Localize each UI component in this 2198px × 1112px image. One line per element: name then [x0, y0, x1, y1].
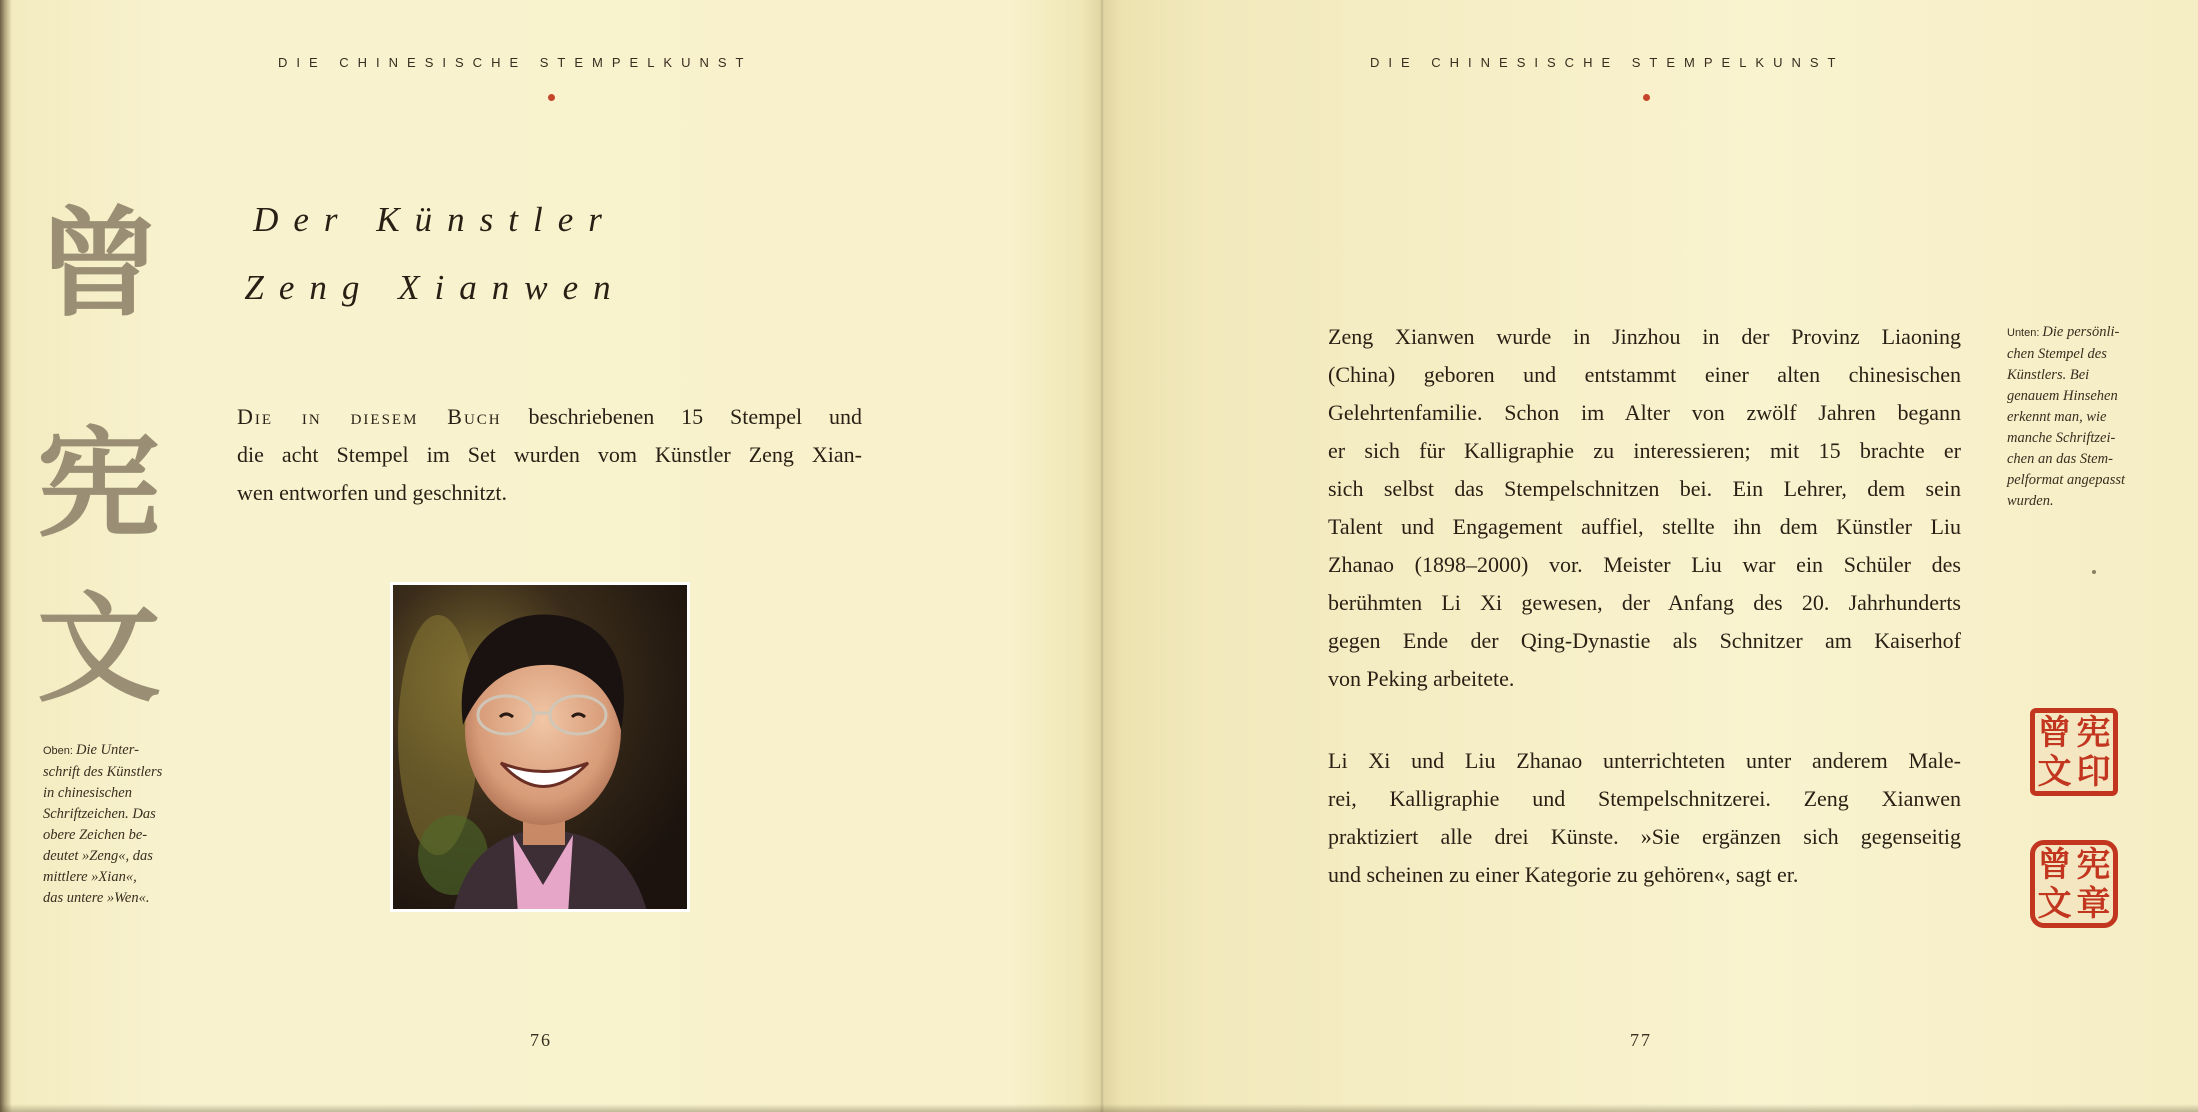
caption-label: Unten:: [2007, 327, 2040, 339]
intro-line: beschriebenen 15 Stempel und: [528, 404, 862, 429]
caption-line: Künstlers. Bei: [2007, 367, 2090, 383]
artist-portrait-photo: [390, 582, 690, 912]
calligraphy-xian: 宪: [37, 414, 161, 553]
bio-line: und scheinen zu einer Kategorie zu gehören«, sagt er.: [1328, 862, 1799, 887]
bio-line: Li Xi und Liu Zhanao unterrichteten unter anderem Male-: [1328, 748, 1961, 773]
artist-seal-2: [2030, 840, 2118, 928]
paper-speck: [2092, 570, 2096, 574]
book-spine: [1082, 0, 1122, 1112]
biography-paragraph-1: [1328, 318, 1961, 698]
head-ornament-dot: [548, 94, 555, 101]
caption-line: mittlere »Xian«,: [43, 869, 137, 885]
intro-line: wen entworfen und geschnitzt.: [237, 480, 508, 505]
bio-line: Zhanao (1898–2000) vor. Meister Liu war ein Schüler des: [1328, 552, 1961, 577]
caption-label: Oben:: [43, 745, 73, 757]
seal-glyph: 曾: [2037, 712, 2072, 753]
caption-line: chen an das Stem-: [2007, 451, 2113, 467]
caption-line: Die persönli-: [2042, 324, 2120, 340]
caption-line: obere Zeichen be-: [43, 827, 148, 843]
bio-line: er sich für Kalligraphie zu interessieren; mit 15 brachte er: [1328, 438, 1961, 463]
bio-line: (China) geboren und entstammt einer alten chinesischen: [1328, 362, 1961, 387]
chapter-title-line-2: Zeng Xianwen: [244, 268, 626, 307]
seal-glyph: 宪: [2076, 712, 2111, 753]
seal-glyph: 曾: [2037, 844, 2072, 885]
biography-paragraph-2: [1328, 742, 1961, 894]
caption-line: das untere »Wen«.: [43, 890, 150, 906]
caption-line: in chinesischen: [43, 785, 132, 801]
bio-line: rei, Kalligraphie und Stempelschnitzerei. Zeng Xianwen: [1328, 786, 1961, 811]
caption-line: Schriftzeichen. Das: [43, 806, 156, 822]
bio-line: Zeng Xianwen wurde in Jinzhou in der Provinz Liaoning: [1328, 324, 1961, 349]
chapter-title-line-1: Der Künstler: [253, 200, 617, 239]
seal-glyph: 文: [2037, 751, 2072, 792]
seal-glyph: 文: [2037, 883, 2072, 924]
bio-line: Gelehrtenfamilie. Schon im Alter von zwölf Jahren begann: [1328, 400, 1961, 425]
calligraphy-wen: 文: [37, 579, 161, 718]
caption-line: Die Unter-: [75, 742, 139, 758]
running-head-right: DIE CHINESISCHE STEMPELKUNST: [1370, 55, 1845, 70]
running-head-left: DIE CHINESISCHE STEMPELKUNST: [278, 55, 753, 70]
caption-line: schrift des Künstlers: [43, 764, 163, 780]
seal-glyph: 印: [2076, 751, 2111, 792]
bio-line: von Peking arbeitete.: [1328, 666, 1515, 691]
portrait-image: [393, 585, 687, 909]
bio-line: Talent und Engagement auffiel, stellte ihn dem Künstler Liu: [1328, 514, 1961, 539]
book-edge: [0, 0, 12, 1112]
bio-line: sich selbst das Stempelschnitzen bei. Ein Lehrer, dem sein: [1328, 476, 1961, 501]
calligraphy-zeng: 曾: [37, 194, 161, 333]
caption-line: wurden.: [2007, 493, 2054, 509]
caption-line: chen Stempel des: [2007, 346, 2107, 362]
caption-line: manche Schriftzei-: [2007, 430, 2116, 446]
intro-paragraph: [237, 398, 862, 512]
caption-seals: [2007, 322, 2172, 512]
page-number-right: 77: [1630, 1030, 1652, 1050]
intro-lead-smallcaps: Die in diesem Buch: [237, 404, 502, 429]
caption-signature: [43, 740, 193, 909]
page-number-left: 76: [530, 1030, 552, 1050]
caption-line: pelformat angepasst: [2007, 472, 2126, 488]
bio-line: gegen Ende der Qing-Dynastie als Schnitzer am Kaiserhof: [1328, 628, 1961, 653]
seal-glyph: 章: [2076, 883, 2111, 924]
artist-seal-1: [2030, 708, 2118, 796]
seal-glyph: 宪: [2076, 844, 2111, 885]
caption-line: genauem Hinsehen: [2007, 388, 2118, 404]
page-bottom-shadow: [0, 1104, 2198, 1112]
bio-line: berühmten Li Xi gewesen, der Anfang des 20. Jahrhunderts: [1328, 590, 1961, 615]
head-ornament-dot: [1643, 94, 1650, 101]
bio-line: praktiziert alle drei Künste. »Sie ergänzen sich gegenseitig: [1328, 824, 1961, 849]
intro-line: die acht Stempel im Set wurden vom Künstler Zeng Xian-: [237, 442, 862, 467]
caption-line: erkennt man, wie: [2007, 409, 2107, 425]
caption-line: deutet »Zeng«, das: [43, 848, 153, 864]
